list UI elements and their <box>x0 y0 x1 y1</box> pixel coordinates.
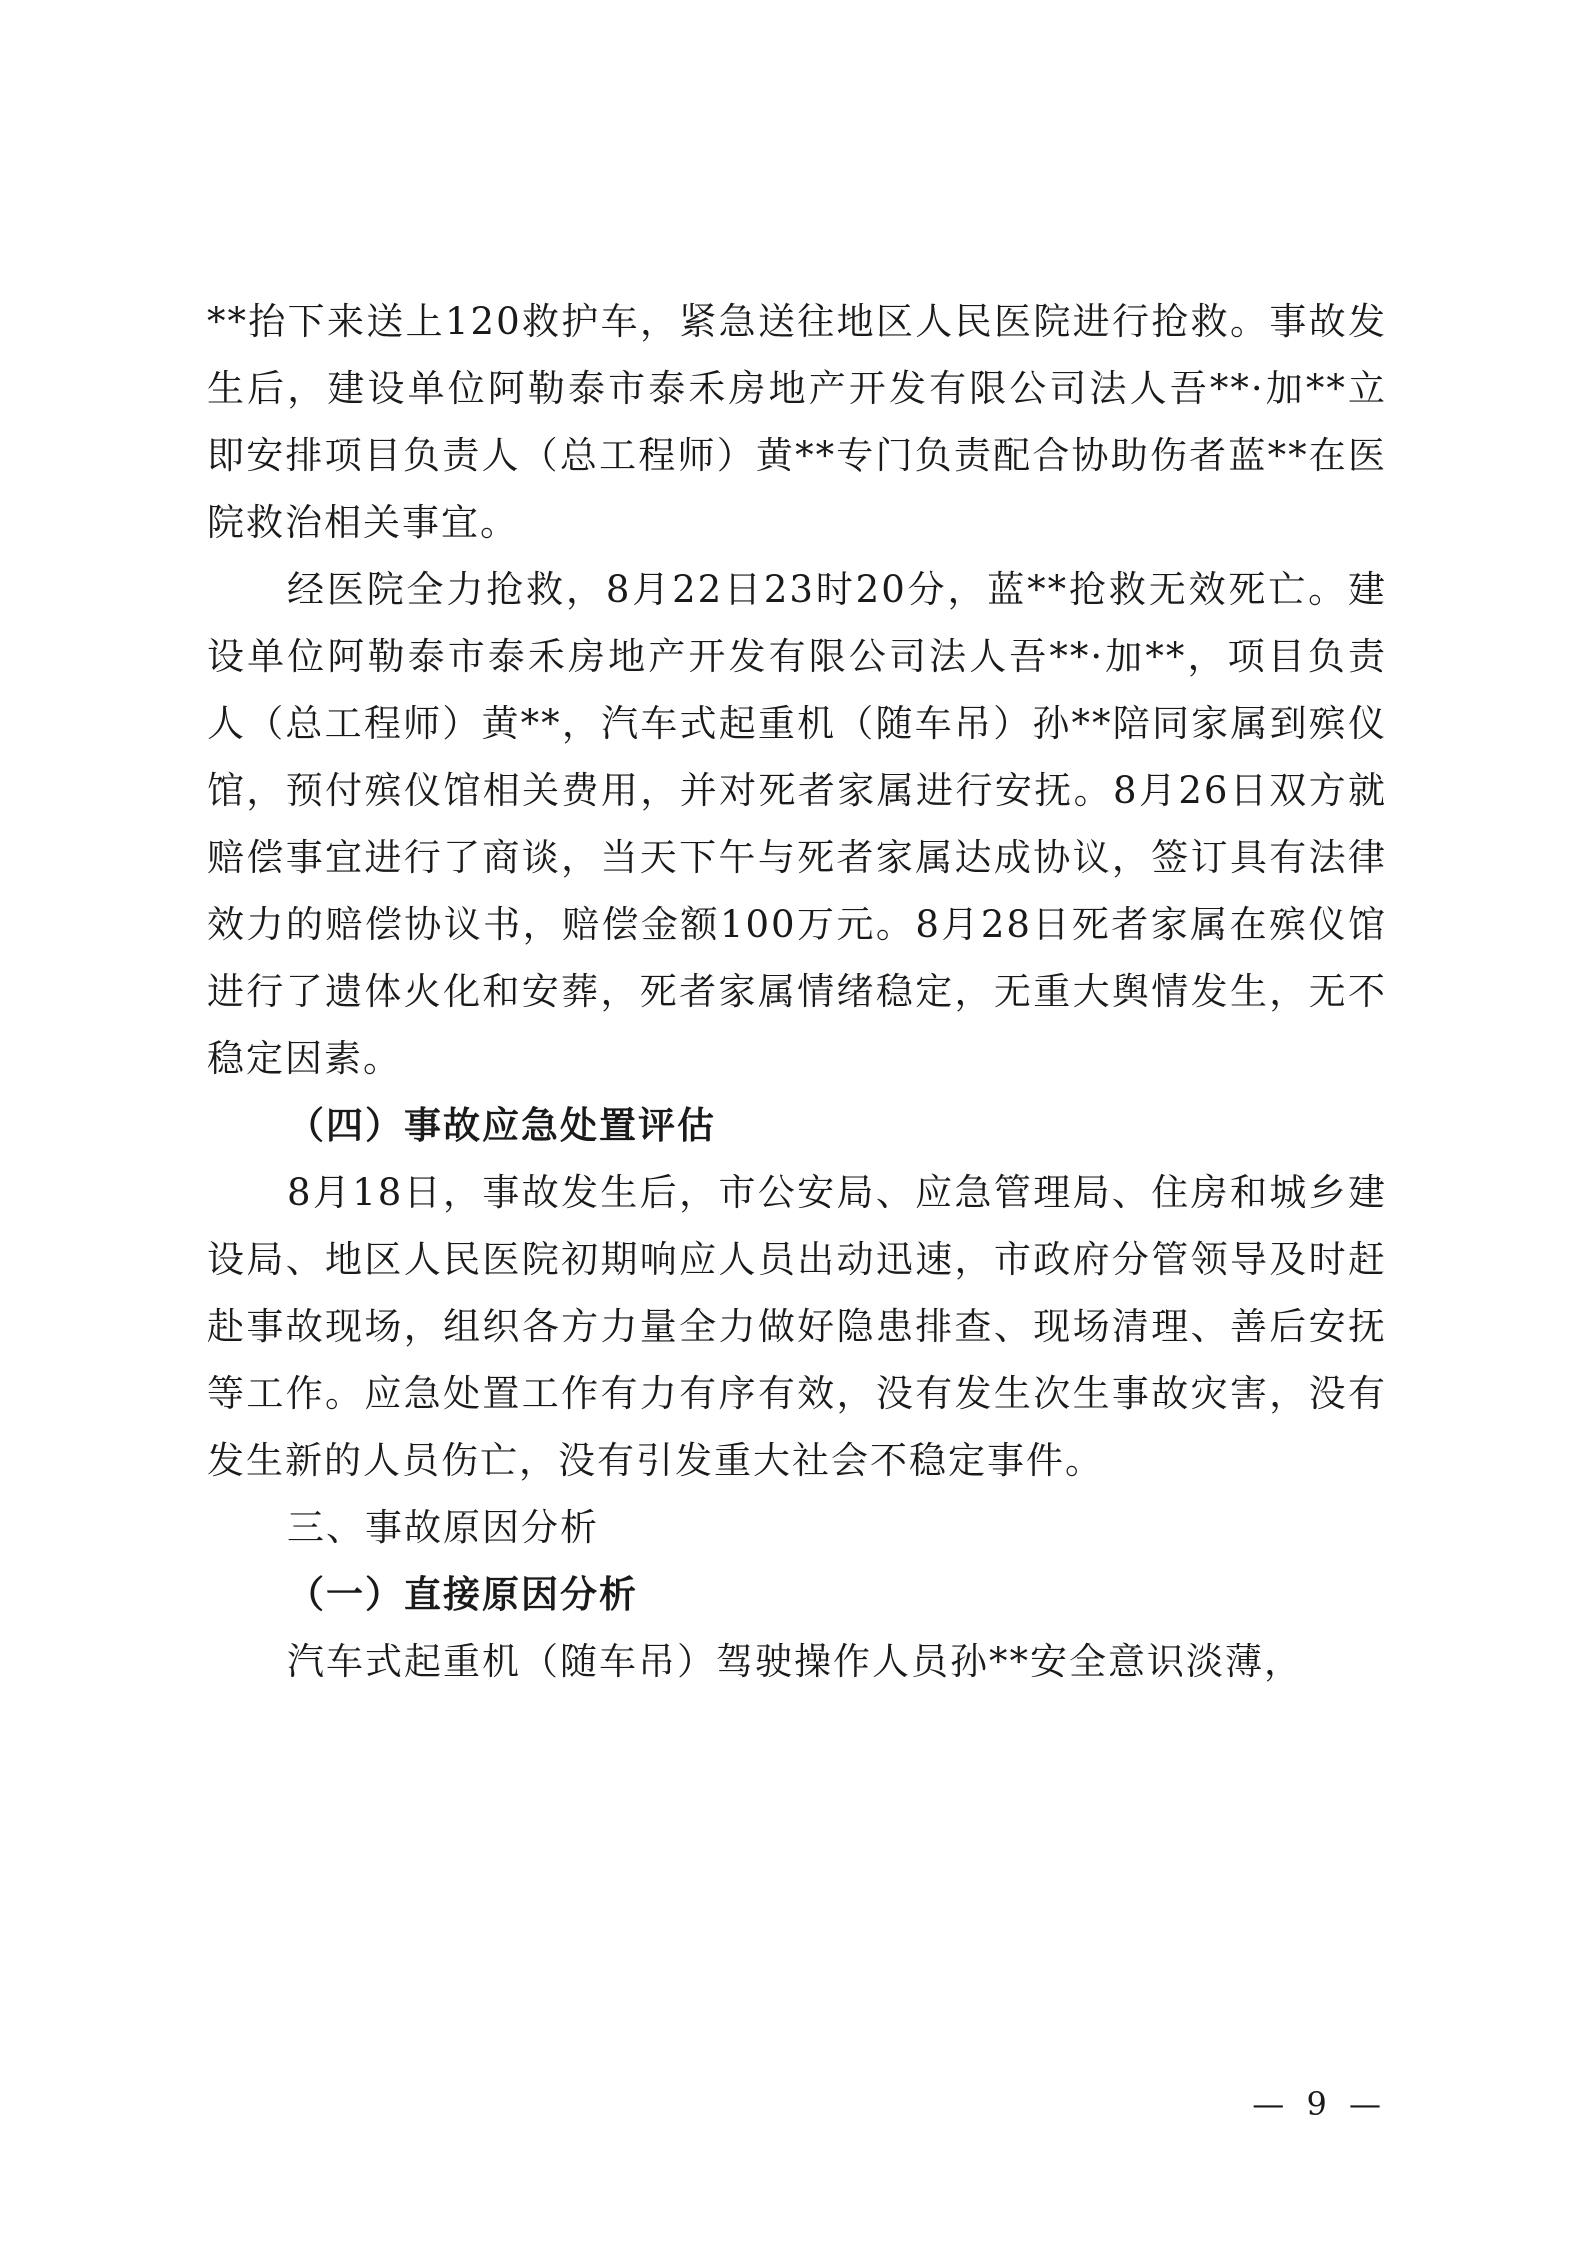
page-number: — 9 — <box>1252 2085 1387 2123</box>
paragraph-emergency-response: 8月18日，事故发生后，市公安局、应急管理局、住房和城乡建设局、地区人民医院初期响应人员出动迅速，市政府分管领导及时赶赴事故现场，组织各方力量全力做好隐患排查、现场清理、善后安抚等工作。应急处置工作有力有序有效，没有发生次生事故灾害，没有发生新的人员伤亡，没有引发重大社会不稳定事件。 <box>207 1171 1387 1482</box>
paragraph-direct-cause: 汽车式起重机（随车吊）驾驶操作人员孙**安全意识淡薄， <box>287 1640 1303 1683</box>
document-body <box>207 288 1387 1695</box>
paragraph-treatment-outcome: 经医院全力抢救，8月22日23时20分，蓝**抢救无效死亡。建设单位阿勒泰市泰禾房地产开发有限公司法人吾**·加**，项目负责人（总工程师）黄**，汽车式起重机（随车吊）孙**陪同家属到殡仪馆，预付殡仪馆相关费用，并对死者家属进行安抚。8月26日双方就赔偿事宜进行了商谈，当天下午与死者家属达成协议，签订具有法律效力的赔偿协议书，赔偿金额100万元。8月28日死者家属在殡仪馆进行了遗体火化和安葬，死者家属情绪稳定，无重大舆情发生，无不稳定因素。 <box>207 568 1387 1080</box>
paragraph-continuation: **抬下来送上120救护车，紧急送往地区人民医院进行抢救。事故发生后，建设单位阿勒泰市泰禾房地产开发有限公司法人吾**·加**立即安排项目负责人（总工程师）黄**专门负责配合协助伤者蓝**在医院救治相关事宜。 <box>207 300 1387 544</box>
subheading-emergency-assessment: （四）事故应急处置评估 <box>287 1103 716 1147</box>
section-heading-cause-analysis: 三、事故原因分析 <box>287 1506 599 1549</box>
subheading-direct-cause: （一）直接原因分析 <box>287 1572 638 1616</box>
